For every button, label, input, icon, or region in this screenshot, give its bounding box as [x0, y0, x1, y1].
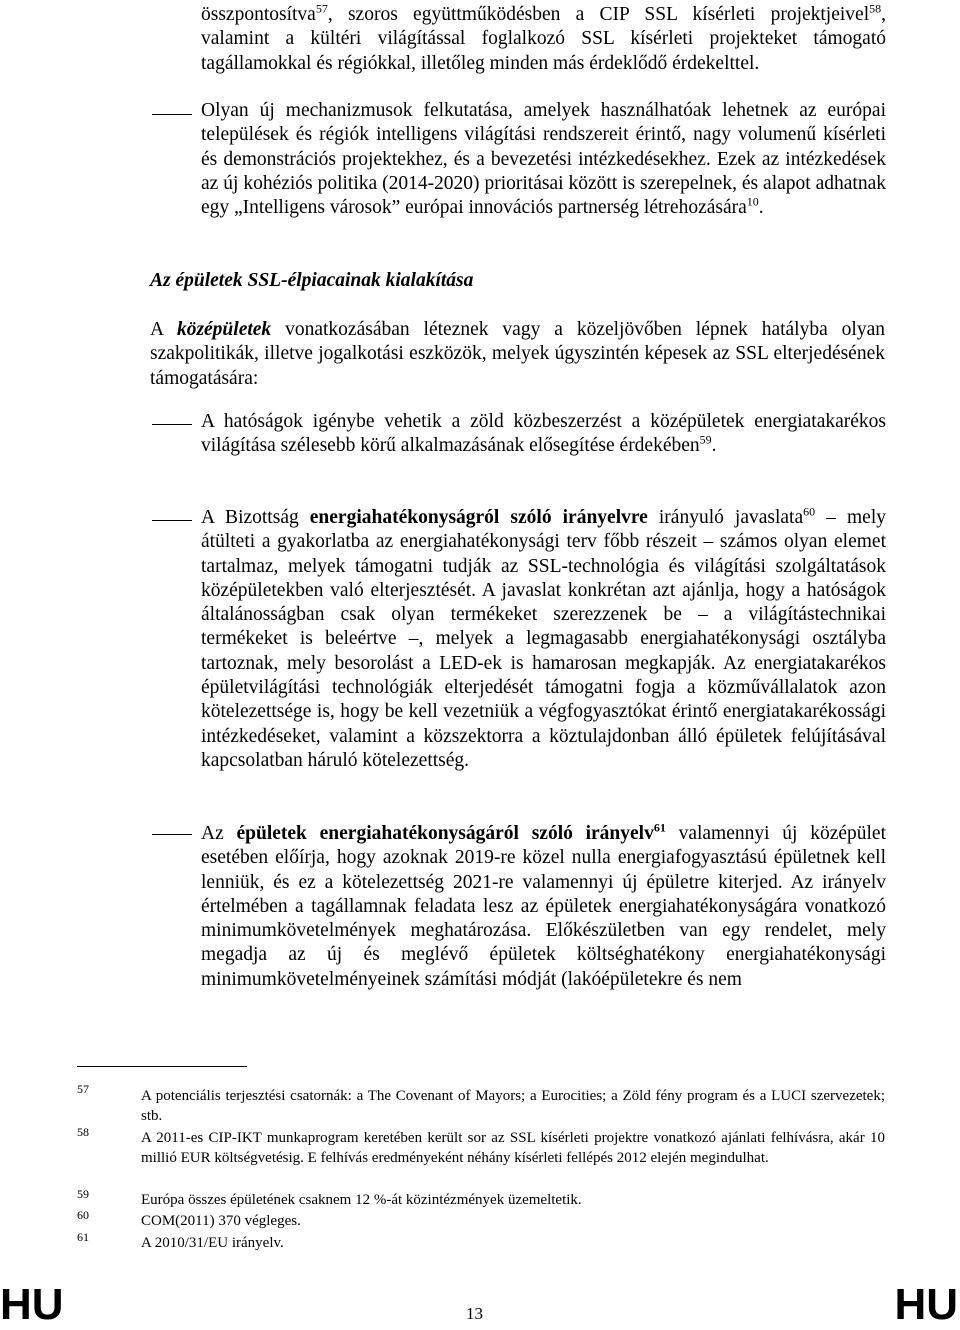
footnote-ref-61: 61: [653, 820, 666, 835]
footnote-number: 58: [77, 1125, 89, 1139]
paragraph-text: A hatóságok igénybe vehetik a zöld közbeszerzést a középületek energiatakarékos világítása szélesebb körű alkalmazásának elősegítése érdekében: [201, 411, 886, 457]
paragraph-text: Az: [201, 823, 237, 844]
paragraph-text: vonatkozásában léteznek vagy a közeljövőben lépnek hatályba olyan szakpolitikák, illetve jogalkotási eszközök, melyek úgyszintén képesek az SSL elterjedésének támogatására:: [150, 319, 885, 389]
emphasis-text: középületek: [176, 319, 272, 340]
intro-continuation-paragraph: [201, 3, 886, 76]
dash-bullet-marker: [152, 424, 192, 425]
section-heading: Az épületek SSL-élpiacainak kialakítása: [150, 270, 474, 291]
footnote-ref-10: 10: [746, 194, 759, 209]
dash-bullet-marker: [152, 520, 192, 521]
paragraph-text: .: [711, 435, 717, 457]
paragraph-text: Olyan új mechanizmusok felkutatása, amelyek használhatóak lehetnek az európai települések és régiók intelligens világítási rendszereit érintő, nagy volumenű kísérleti és demonstrációs projektekhez, és a bevezetési intézkedésekhez. Ezek az intézkedések az új kohéziós politika (2014-2020) prioritásai között is szerepelnek, és alapot adhatnak egy „Intelligens városok” európai innovációs partnerség létrehozására: [201, 100, 886, 219]
footnote-text: COM(2011) 370 végleges.: [141, 1213, 301, 1229]
language-code-right: HU: [894, 1280, 958, 1329]
paragraph-text: A: [150, 319, 177, 340]
paragraph-text: A Bizottság: [201, 507, 310, 528]
public-buildings-paragraph: [150, 318, 885, 391]
page-number: 13: [466, 1304, 483, 1323]
footnote-ref-59: 59: [699, 432, 712, 447]
footnote-number: 57: [77, 1082, 89, 1096]
footnote-number: 60: [77, 1208, 89, 1222]
paragraph-text: összpontosítva: [201, 4, 316, 25]
bullet-item-mechanisms: [201, 99, 886, 220]
footnote-ref-57: 57: [315, 1, 328, 16]
bullet-item-green-procurement: [201, 410, 886, 459]
paragraph-text: valamennyi új középület esetében előírja, hogy azoknak 2019-re közel nulla energiafogyasztású épületnek kell lenniük, és ez a kötelezettség 2021-re valamennyi új épületre kiterjed. Az irányelv értelmében a tagállamnak feladata lesz az épületek energiahatékonyságára vonatkozó minimumkövetelmények meghatározása. Előkészületben van egy rendelet, mely megadja az új és meglévő épületek költséghatékony energiahatékonysági minimumkövetelményeinek számítási módját (lakóépületekre és nem: [201, 823, 886, 990]
paragraph-text: .: [758, 197, 764, 219]
footnote-number: 59: [77, 1187, 89, 1201]
footnote-text: Európa összes épületének csaknem 12 %-át közintézmények üzemeltetik.: [141, 1192, 582, 1208]
paragraph-text: , valamint a kültéri világítással foglalkozó SSL kísérleti projekteket támogató tagállamokkal és régiókkal, illetőleg minden más érdeklődő érdekelttel.: [201, 4, 886, 74]
footnote-number: 61: [77, 1230, 89, 1244]
footnote-ref-60: 60: [803, 504, 816, 519]
bold-text: energiahatékonyságról szóló irányelvre: [309, 507, 648, 528]
footnote-text: A 2010/31/EU irányelv.: [141, 1235, 284, 1251]
bullet-item-buildings-directive: [201, 822, 886, 992]
dash-bullet-marker: [152, 114, 192, 115]
bold-text: épületek energiahatékonyságáról szóló irányelv: [236, 823, 654, 844]
dash-bullet-marker: [152, 834, 192, 835]
language-code-left: HU: [0, 1280, 64, 1329]
paragraph-text: irányuló javaslata: [647, 507, 804, 528]
bullet-item-energy-efficiency-directive: [201, 506, 886, 773]
footnote-separator: [77, 1066, 247, 1067]
paragraph-text: , szoros együttműködésben a CIP SSL kísérleti projektjeivel: [327, 4, 870, 25]
footnote-text: A potenciális terjesztési csatornák: a The Covenant of Mayors; a Eurocities; a Zöld fény program és a LUCI szervezetek; stb.: [141, 1088, 885, 1124]
paragraph-text: – mely átülteti a gyakorlatba az energiahatékonysági terv főbb részeit – számos olyan elemet tartalmaz, melyek támogatni tudják az SSL-technológia és világítási szolgáltatások középületekben való elterjesztését. A javaslat konkrétan azt ajánlja, hogy a hatóságok általánosságban csak olyan termékeket szerezzenek be – a világítástechnikai termékeket is beleértve –, melyek a legmagasabb energiahatékonysági osztályba tartoznak, mely besorolást a LED-ek is hamarosan megkapják. Az energiatakarékos épületvilágítási technológiák elterjedését támogatni fogja a közművállalatok azon kötelezettsége is, hogy be kell vezetniük a végfogyasztókat érintő energiatakarékossági intézkedéseket, valamint a közszektorra a köztulajdonban álló épületek felújításával kapcsolatban háruló kötelezettség.: [201, 507, 886, 771]
footnote-ref-58: 58: [869, 1, 882, 16]
footnote-text: A 2011-es CIP-IKT munkaprogram keretében került sor az SSL kísérleti projektre vonatkozó ajánlati felhívásra, akár 10 millió EUR költségvetésig. E felhívás eredményeként néhány kísérleti fellépés 2012 elején megindulhat.: [141, 1130, 885, 1166]
